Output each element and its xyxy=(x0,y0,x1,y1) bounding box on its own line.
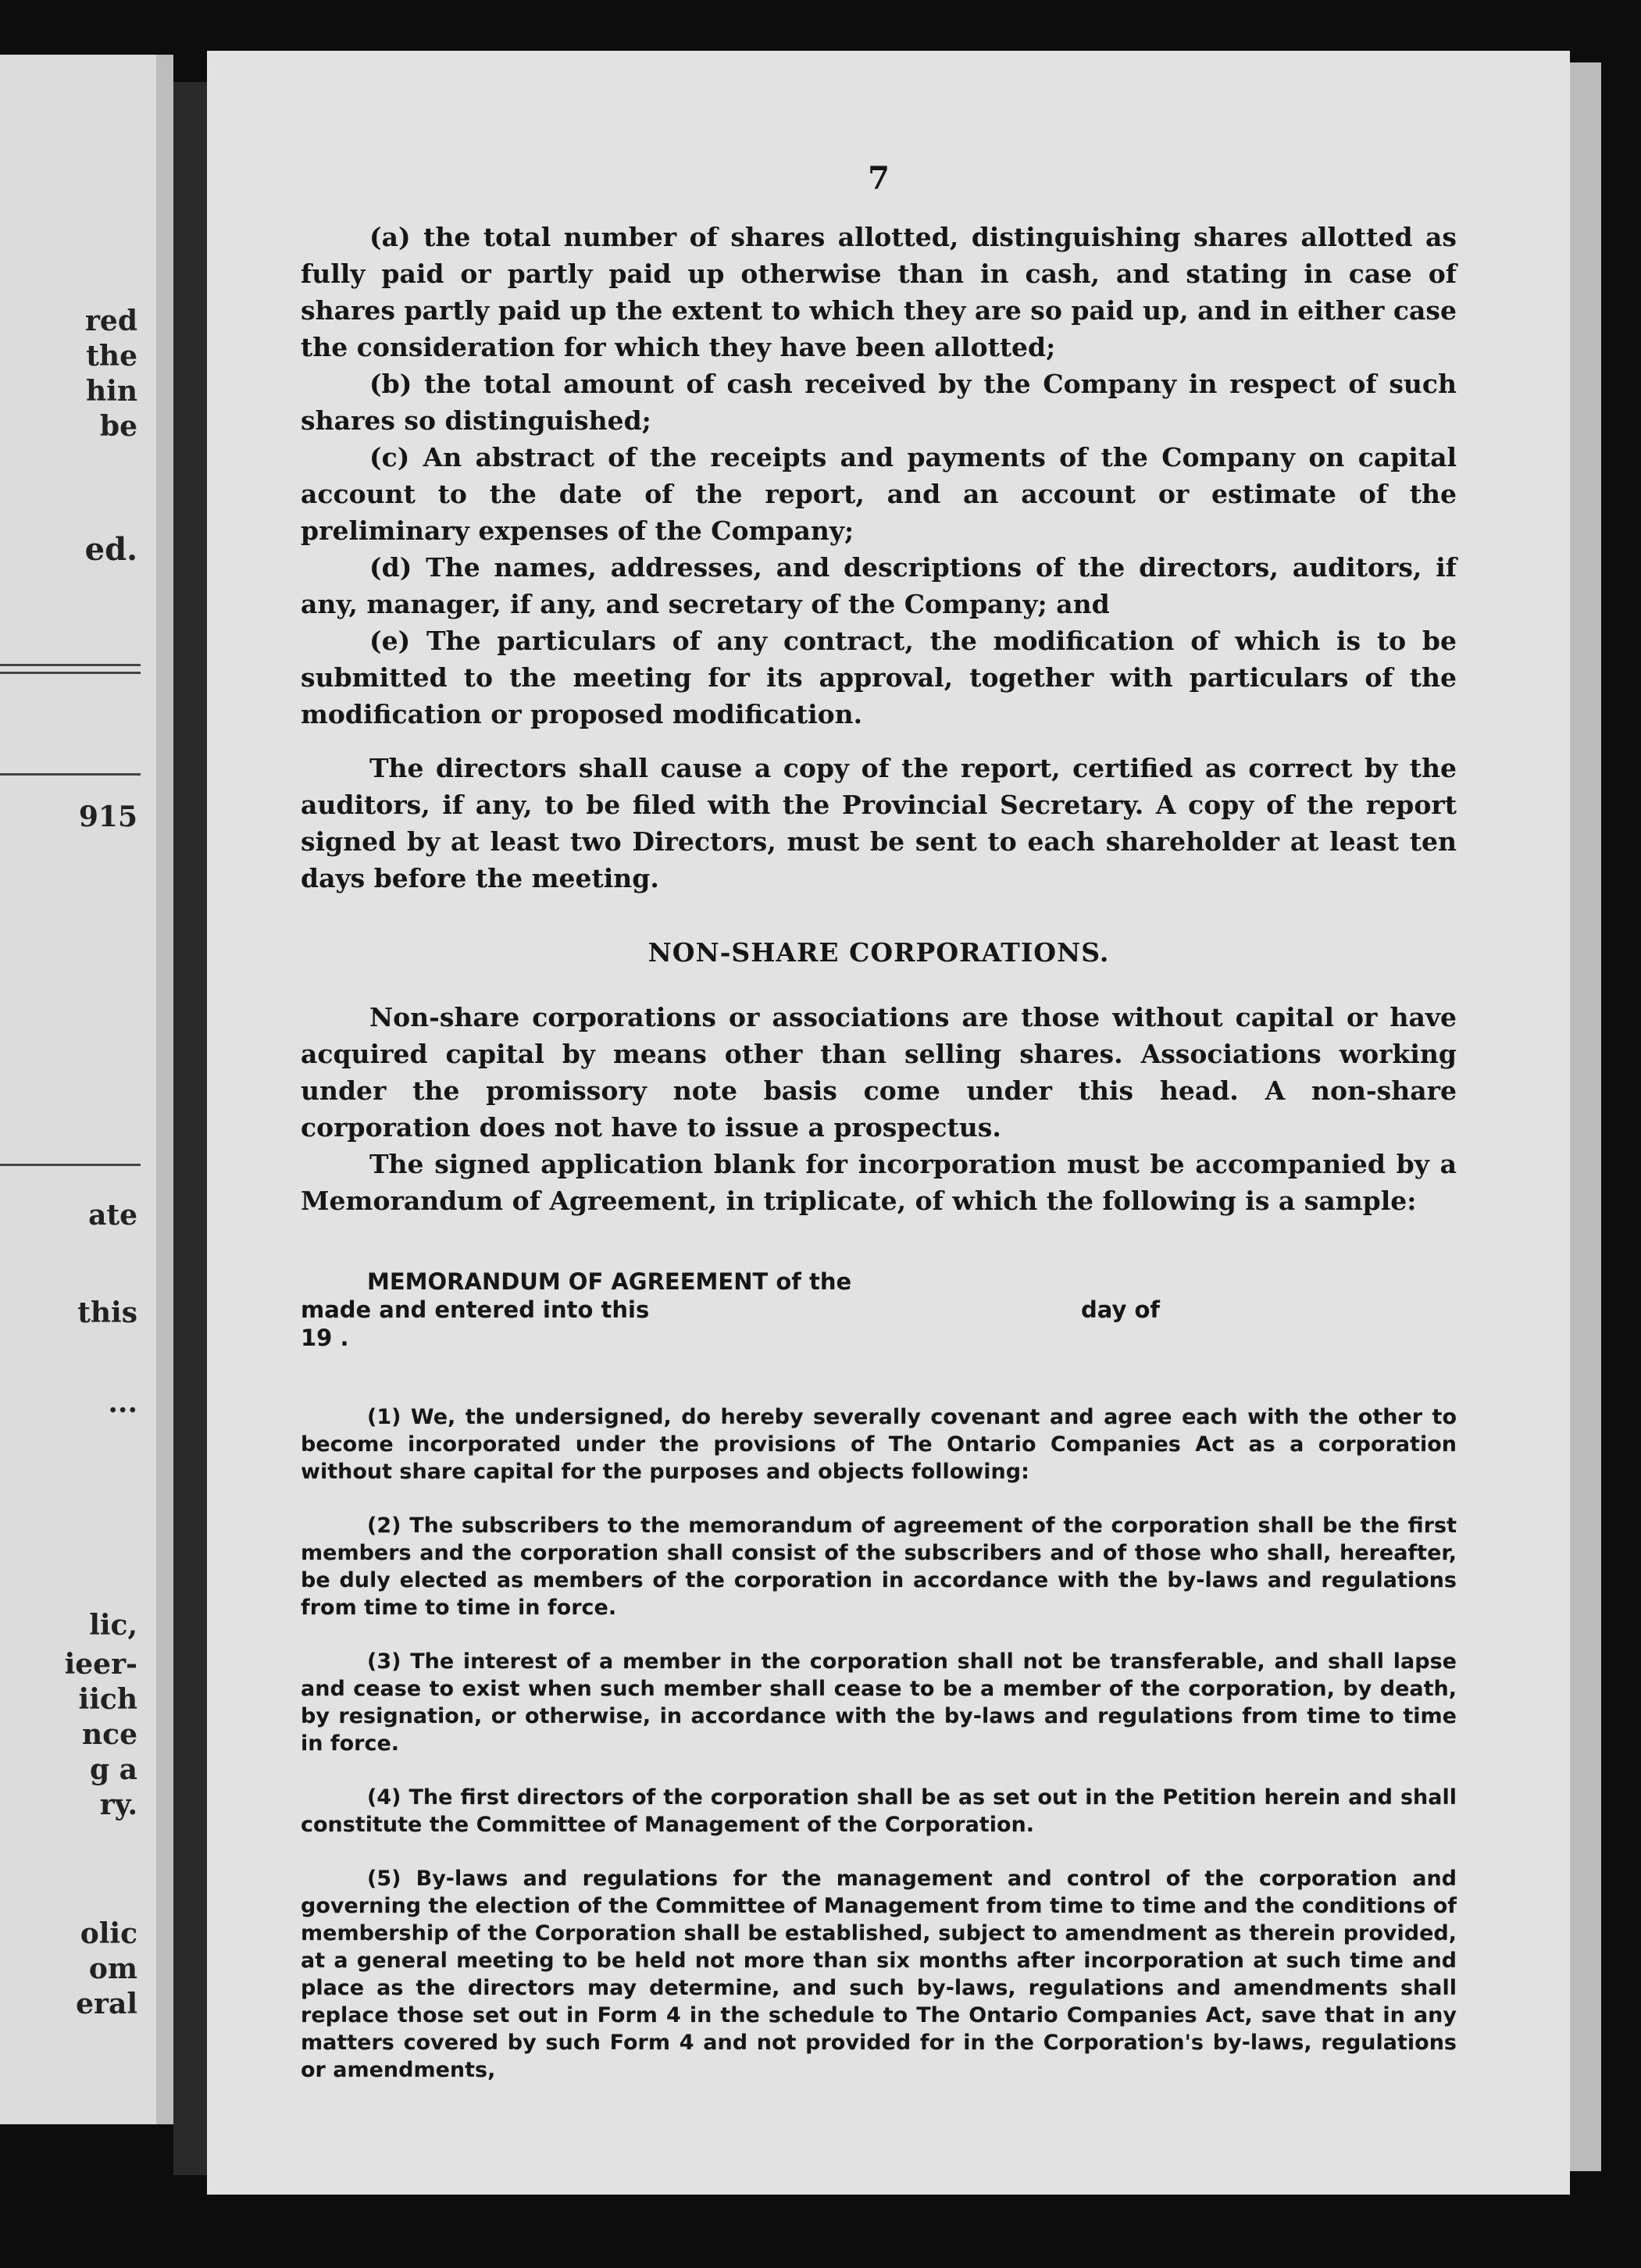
adjacent-text: ed. xyxy=(84,531,137,568)
adjacent-text: the xyxy=(86,340,137,373)
memorandum-entered: made and entered into this xyxy=(301,1296,650,1323)
page-number: 7 xyxy=(868,160,890,197)
adjacent-text: eral xyxy=(76,1988,137,2020)
adjacent-rule xyxy=(0,664,141,666)
adjacent-text: red xyxy=(84,305,137,337)
book-spine xyxy=(173,82,209,2175)
adjacent-text: om xyxy=(88,1952,137,1985)
adjacent-text: g a xyxy=(89,1753,137,1786)
directors-paragraph: The directors shall cause a copy of the report, certified as correct by the auditors, if any, to be filed with the Provincial Secretary. A copy of the report signed by at least two Directors, must be sent to each shareholder at least ten days before the meeting. xyxy=(301,753,1457,893)
adjacent-text: ... xyxy=(108,1386,137,1419)
page-edge xyxy=(1570,62,1601,2171)
memorandum-clause-1: (1) We, the undersigned, do hereby severally covenant and agree each with the other to become incorporated under the provisions of The Ontario Companies Act as a corporation without share capital for the purposes and objects following: xyxy=(301,1405,1457,1484)
report-item-c: (c) An abstract of the receipts and payments of the Company on capital account to the date of the report, and an account or estimate of the preliminary expenses of the Company; xyxy=(301,442,1457,546)
page-gutter xyxy=(156,55,173,2124)
memorandum-title: MEMORANDUM OF AGREEMENT of the xyxy=(367,1268,852,1295)
memorandum-clause-4: (4) The first directors of the corporation shall be as set out in the Petition herein and shall constitute the Committee of Management of the Corporation. xyxy=(301,1785,1457,1837)
adjacent-text: hin xyxy=(85,375,137,408)
report-item-b: (b) the total amount of cash received by the Company in respect of such shares so distinguished; xyxy=(301,369,1457,436)
memorandum-heading xyxy=(301,1268,1457,1352)
report-item-d: (d) The names, addresses, and descriptions of the directors, auditors, if any, manager, if any, and secretary of the Company; and xyxy=(301,552,1457,619)
adjacent-page xyxy=(0,55,156,2124)
adjacent-text: olic xyxy=(80,1917,137,1950)
memorandum-clause-3: (3) The interest of a member in the corporation shall not be transferable, and shall lapse and cease to exist when such member shall cease to be a member of the corporation, by death, by resignation, or otherwise, in accordance with the by-laws and regulations from time to time in force. xyxy=(301,1649,1457,1756)
adjacent-rule xyxy=(0,773,141,776)
adjacent-rule xyxy=(0,1164,141,1166)
adjacent-text: this xyxy=(77,1296,137,1329)
report-item-e: (e) The particulars of any contract, the modification of which is to be submitted to the meeting for its approval, together with particulars of the modification or proposed modification. xyxy=(301,626,1457,729)
memorandum-year: 19 . xyxy=(301,1325,349,1351)
memorandum-sample xyxy=(301,1268,1457,2084)
adjacent-text: ate xyxy=(88,1199,137,1232)
non-share-section xyxy=(301,999,1457,1219)
adjacent-text: 915 xyxy=(78,801,137,833)
memorandum-clause-2: (2) The subscribers to the memorandum of agreement of the corporation shall be the first members and the corporation shall consist of the subscribers and of those who shall, hereafter, be duly elected as members of the corporation in accordance with the by-laws and regulations from time to time in force. xyxy=(301,1514,1457,1620)
adjacent-text: lic, xyxy=(89,1609,137,1642)
adjacent-rule xyxy=(0,672,141,674)
report-requirements xyxy=(301,219,1457,897)
application-paragraph: The signed application blank for incorporation must be accompanied by a Memorandum of Agreement, in triplicate, of which the following is a sample: xyxy=(301,1149,1457,1216)
document-page xyxy=(207,51,1570,2195)
non-share-paragraph: Non-share corporations or associations are those without capital or have acquired capital by means other than selling shares. Associations working under the promissory note basis come under this head. A non-share corporation does not have to issue a prospectus. xyxy=(301,1002,1457,1143)
adjacent-text: be xyxy=(99,410,137,443)
report-item-a: (a) the total number of shares allotted, distinguishing shares allotted as fully paid or partly paid up otherwise than in cash, and stating in case of shares partly paid up the extent to which they are so paid up, and in either case the consideration for which they have been allotted; xyxy=(301,222,1457,362)
adjacent-text: nce xyxy=(82,1718,137,1751)
page-content xyxy=(301,160,1457,2084)
section-heading: NON-SHARE CORPORATIONS. xyxy=(647,937,1110,968)
memorandum-date-row xyxy=(301,1296,1160,1324)
adjacent-text: ieer- xyxy=(64,1648,137,1681)
memorandum-day-of: day of xyxy=(1081,1296,1160,1323)
memorandum-clause-5: (5) By-laws and regulations for the management and control of the corporation and governing the election of the Committee of Management from time to time and the conditions of membership of the Corporation shall be established, subject to amendment as therein provided, at a general meeting to be held not more than six months after incorporation at such time and place as the directors may determine, and such by-laws, regulations and amendments shall replace those set out in Form 4 in the schedule to The Ontario Companies Act, save that in any matters covered by such Form 4 and not provided for in the Corporation's by-laws, regulations or amendments, xyxy=(301,1867,1457,2082)
adjacent-text: iich xyxy=(78,1683,137,1716)
adjacent-text: ry. xyxy=(99,1788,137,1821)
